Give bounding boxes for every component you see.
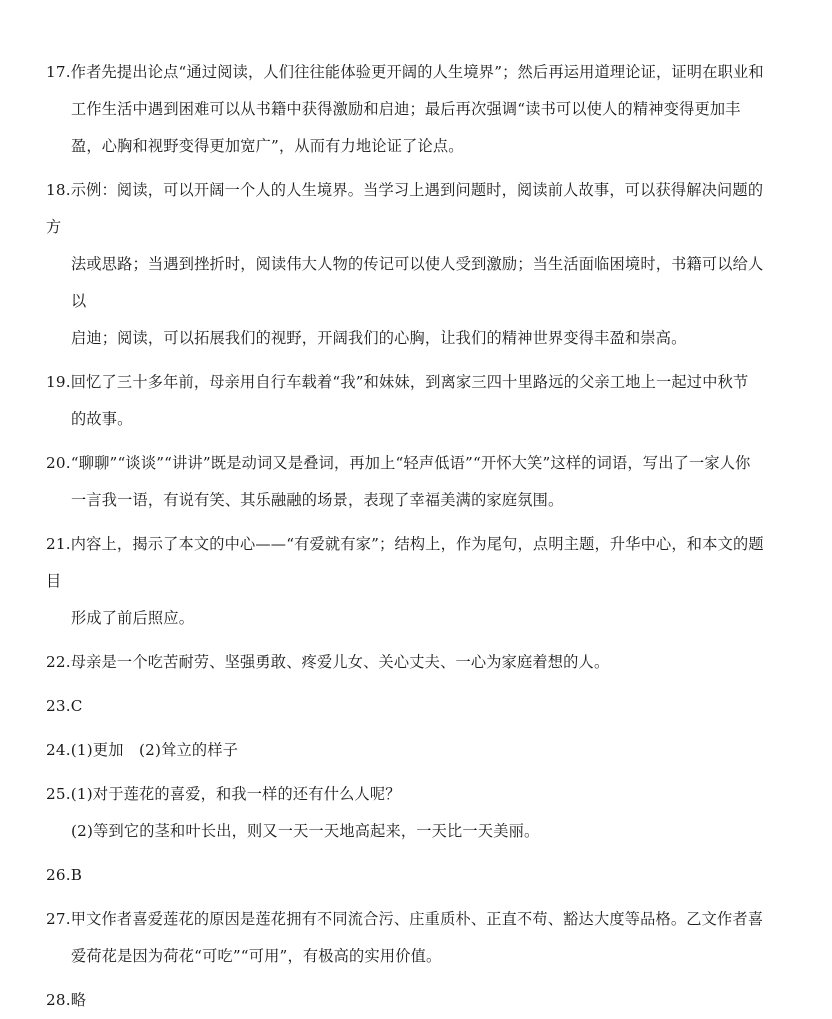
answer-text-line: “聊聊”“谈谈”“讲讲”既是动词又是叠词，再加上“轻声低语”“开怀大笑”这样的词语，写出了一家人你	[70, 454, 751, 472]
answer-text-line: (1)更加 (2)耸立的样子	[70, 741, 239, 759]
answer-item	[46, 776, 776, 850]
answer-number: 22.	[46, 653, 71, 671]
answer-item	[46, 901, 776, 975]
answer-text-line: 工作生活中遇到困难可以从书籍中获得激励和启迪；最后再次强调“读书可以使人的精神变得更加丰	[71, 100, 741, 118]
answer-item	[46, 644, 776, 681]
answer-number: 23.	[46, 697, 71, 715]
answer-text-line: 形成了前后照应。	[71, 609, 195, 627]
answer-item	[46, 364, 776, 438]
answer-number: 21.	[46, 535, 71, 553]
answer-text-line: 示例：阅读，可以开阔一个人的人生境界。当学习上遇到问题时，阅读前人故事，可以获得解决问题的方	[46, 181, 764, 236]
answer-text-line: B	[70, 866, 83, 884]
answer-text-line: (2)等到它的茎和叶长出，则又一天一天地高起来，一天比一天美丽。	[71, 822, 540, 840]
answer-text-line: 爱荷花是因为荷花“可吃”“可用”，有极高的实用价值。	[71, 947, 442, 965]
answer-item	[46, 526, 776, 637]
answer-text-line: 甲文作者喜爱莲花的原因是莲花拥有不同流合污、庄重质朴、正直不苟、豁达大度等品格。乙文作者喜	[70, 910, 764, 928]
answer-item	[46, 857, 776, 894]
answer-number: 28.	[46, 991, 71, 1009]
answer-item	[46, 445, 776, 519]
answer-number: 17.	[46, 63, 71, 81]
answer-number: 25.	[46, 785, 71, 803]
answer-item	[46, 172, 776, 357]
answer-item	[46, 688, 776, 725]
answer-number: 24.	[46, 741, 71, 759]
answer-number: 18.	[46, 181, 71, 199]
answer-item	[46, 982, 776, 1019]
answer-text-line: C	[70, 697, 83, 715]
answer-number: 20.	[46, 454, 71, 472]
answer-list	[46, 54, 776, 1019]
answer-text-line: 内容上，揭示了本文的中心——“有爱就有家”；结构上，作为尾句，点明主题，升华中心，和本文的题目	[46, 535, 764, 590]
answer-text-line: 一言我一语，有说有笑、其乐融融的场景，表现了幸福美满的家庭氛围。	[71, 491, 564, 509]
answer-text-line: 的故事。	[71, 410, 133, 428]
answer-number: 27.	[46, 910, 71, 928]
answer-number: 26.	[46, 866, 71, 884]
answer-text-line: 盈，心胸和视野变得更加宽广”，从而有力地论证了论点。	[71, 137, 464, 155]
answer-item	[46, 54, 776, 165]
answer-text-line: (1)对于莲花的喜爱，和我一样的还有什么人呢？	[70, 785, 401, 803]
answer-text-line: 略	[70, 991, 87, 1009]
answer-text-line: 母亲是一个吃苦耐劳、坚强勇敢、疼爱儿女、关心丈夫、一心为家庭着想的人。	[70, 653, 610, 671]
answer-number: 19.	[46, 373, 71, 391]
answer-text-line: 回忆了三十多年前，母亲用自行车载着“我”和妹妹，到离家三四十里路远的父亲工地上一起过中秋节	[70, 373, 749, 391]
answer-text-line: 启迪；阅读，可以拓展我们的视野，开阔我们的心胸，让我们的精神世界变得丰盈和崇高。	[71, 329, 687, 347]
answer-item	[46, 732, 776, 769]
answer-text-line: 法或思路；当遇到挫折时，阅读伟大人物的传记可以使人受到激励；当生活面临困境时，书籍可以给人以	[71, 255, 764, 310]
answer-text-line: 作者先提出论点“通过阅读，人们往往能体验更开阔的人生境界”；然后再运用道理论证，证明在职业和	[70, 63, 764, 81]
